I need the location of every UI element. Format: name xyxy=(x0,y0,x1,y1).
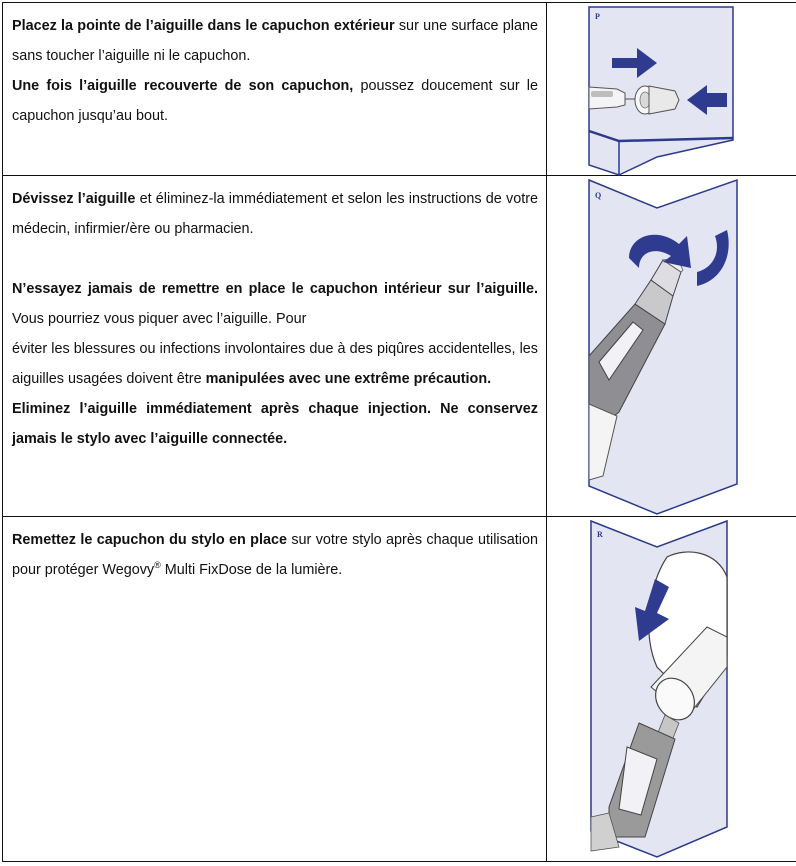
bold-text: Placez la pointe de l’aiguille dans le capuchon extérieur xyxy=(12,18,395,34)
step-text-p xyxy=(3,3,547,176)
bold-text: Remettez le capuchon du stylo en place xyxy=(12,532,287,548)
step-paragraph xyxy=(12,525,538,585)
step-row-r xyxy=(3,517,796,862)
step-illustration-p xyxy=(547,3,796,176)
step-paragraph xyxy=(12,184,538,244)
body-text: sur une surface plane sans toucher l’aiguille ni le capuchon. xyxy=(12,18,538,64)
step-paragraph xyxy=(12,11,538,71)
body-text: et éliminez-la immédiatement et selon les instructions de votre médecin, infirmier/ère ou pharmacien. xyxy=(12,191,538,237)
step-row-q xyxy=(3,176,796,517)
step-row-p xyxy=(3,3,796,176)
body-text: Vous pourriez vous piquer avec l’aiguille. Pour xyxy=(12,311,307,327)
step-illustration-q xyxy=(547,176,796,517)
step-text-q xyxy=(3,176,547,517)
registered-mark: ® xyxy=(154,560,161,571)
unscrew-needle-illustration xyxy=(547,176,796,517)
bold-text: Eliminez l’aiguille immédiatement après chaque injection. Ne conservez jamais le stylo avec l’aiguille connectée. xyxy=(12,401,538,447)
step-text-r xyxy=(3,517,547,862)
bold-text: Dévissez l’aiguille xyxy=(12,191,136,207)
panel-letter-p: P xyxy=(595,12,600,21)
replace-pen-cap-illustration xyxy=(547,517,796,862)
panel-letter-r: R xyxy=(597,530,603,539)
panel-letter-q: Q xyxy=(595,191,602,200)
step-paragraph xyxy=(12,334,538,394)
needle-cap-illustration xyxy=(547,3,796,176)
step-paragraph xyxy=(12,274,538,334)
bold-text: manipulées avec une extrême précaution. xyxy=(205,371,492,387)
step-illustration-r xyxy=(547,517,796,862)
step-paragraph xyxy=(12,244,538,274)
step-paragraph xyxy=(12,394,538,454)
body-text: éviter les blessures ou infections involontaires due à des piqûres accidentelles, les aiguilles usagées doivent être xyxy=(12,341,538,387)
body-text: sur votre stylo après chaque utilisation pour protéger Wegovy xyxy=(12,532,538,578)
bold-text: Une fois l’aiguille recouverte de son capuchon, xyxy=(12,78,354,94)
step-paragraph xyxy=(12,71,538,131)
body-text: Multi FixDose de la lumière. xyxy=(160,562,343,578)
bold-text: N’essayez jamais de remettre en place le capuchon intérieur sur l’aiguille. xyxy=(12,281,538,297)
instructions-table xyxy=(2,2,796,862)
body-text: poussez doucement sur le capuchon jusqu’au bout. xyxy=(12,78,538,124)
